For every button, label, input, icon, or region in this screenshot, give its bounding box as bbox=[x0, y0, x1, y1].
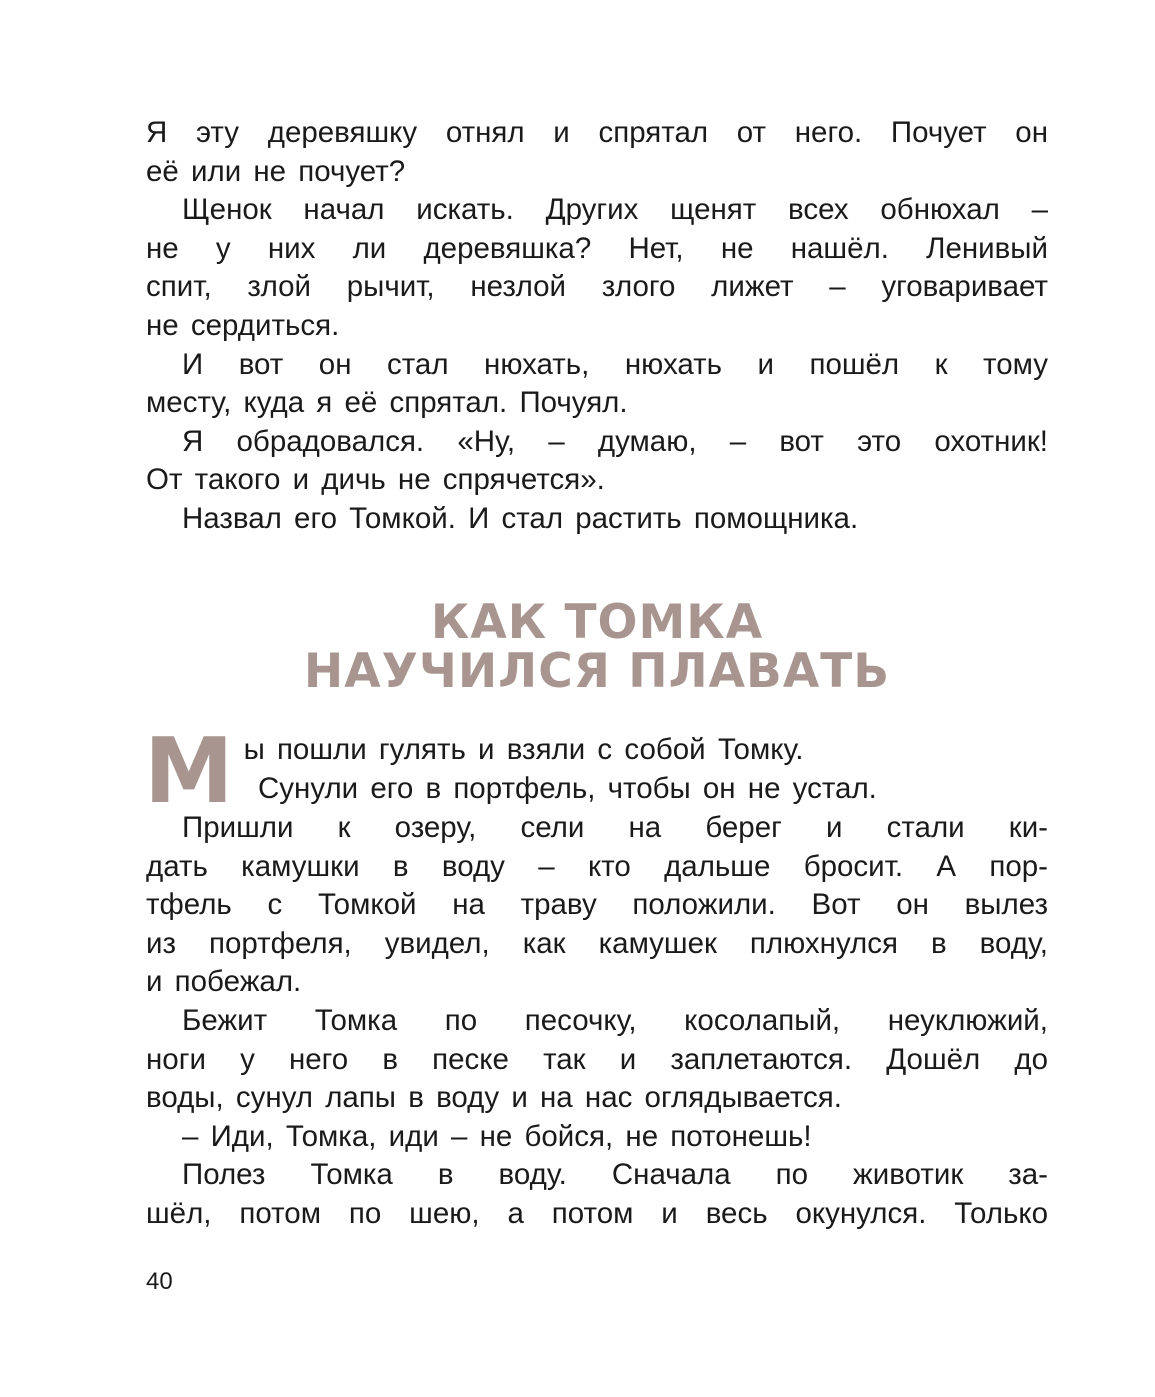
text-line: ноги у него в песке так и заплетаются. Дошёл до bbox=[146, 1042, 1048, 1076]
text-line: ы пошли гулять и взяли с собой Томку. bbox=[243, 733, 804, 766]
chapter-title bbox=[146, 595, 1048, 699]
page-number: 40 bbox=[146, 1268, 173, 1295]
text-line: Назвал его Томкой. И стал растить помощника. bbox=[182, 501, 859, 535]
text-line: Щенок начал искать. Других щенят всех обнюхал – bbox=[182, 193, 1048, 227]
text-line: тфель с Томкой на траву положили. Вот он вылез bbox=[146, 888, 1048, 922]
text-block-bottom-lines bbox=[146, 809, 1048, 1234]
text-line: Пришли к озеру, сели на берег и стали ки- bbox=[182, 811, 1048, 844]
text-line: Полез Томка в воду. Сначала по животик за- bbox=[182, 1158, 1048, 1192]
drop-cap: М bbox=[144, 719, 232, 824]
text-line: Бежит Томка по песочку, косолапый, неуклюжий, bbox=[182, 1003, 1048, 1037]
text-line: её или не почует? bbox=[146, 154, 406, 188]
text-line: дать камушки в воду – кто дальше бросит. А пор- bbox=[146, 849, 1048, 883]
text-line: – Иди, Томка, иди – не бойся, не потонешь! bbox=[182, 1119, 812, 1153]
text-line: От такого и дичь не спрячется». bbox=[146, 463, 605, 497]
text-block-top bbox=[146, 114, 1048, 539]
text-line: спит, злой рычит, незлой злого лижет – уговаривает bbox=[146, 270, 1048, 304]
text-line: не у них ли деревяшка? Нет, не нашёл. Ленивый bbox=[146, 231, 1048, 265]
text-line: шёл, потом по шею, а потом и весь окунулся. Только bbox=[146, 1196, 1048, 1230]
text-line: Я обрадовался. «Ну, – думаю, – вот это охотник! bbox=[182, 424, 1048, 458]
chapter-title-line-1: КАК ТОМКА bbox=[430, 595, 764, 650]
text-line: воды, сунул лапы в воду и на нас оглядывается. bbox=[146, 1081, 842, 1115]
text-line: месту, куда я её спрятал. Почуял. bbox=[146, 386, 628, 420]
text-line: Я эту деревяшку отнял и спрятал от него. Почует он bbox=[146, 116, 1048, 149]
text-line: не сердиться. bbox=[146, 308, 340, 342]
text-line: Сунули его в портфель, чтобы он не устал. bbox=[258, 771, 877, 805]
chapter-title-line-2: НАУЧИЛСЯ ПЛАВАТЬ bbox=[303, 644, 891, 699]
text-line: и побежал. bbox=[146, 965, 302, 999]
text-line: И вот он стал нюхать, нюхать и пошёл к тому bbox=[182, 347, 1048, 381]
text-block-bottom bbox=[144, 719, 1048, 1234]
text-line: из портфеля, увидел, как камушек плюхнулся в воду, bbox=[146, 926, 1048, 960]
